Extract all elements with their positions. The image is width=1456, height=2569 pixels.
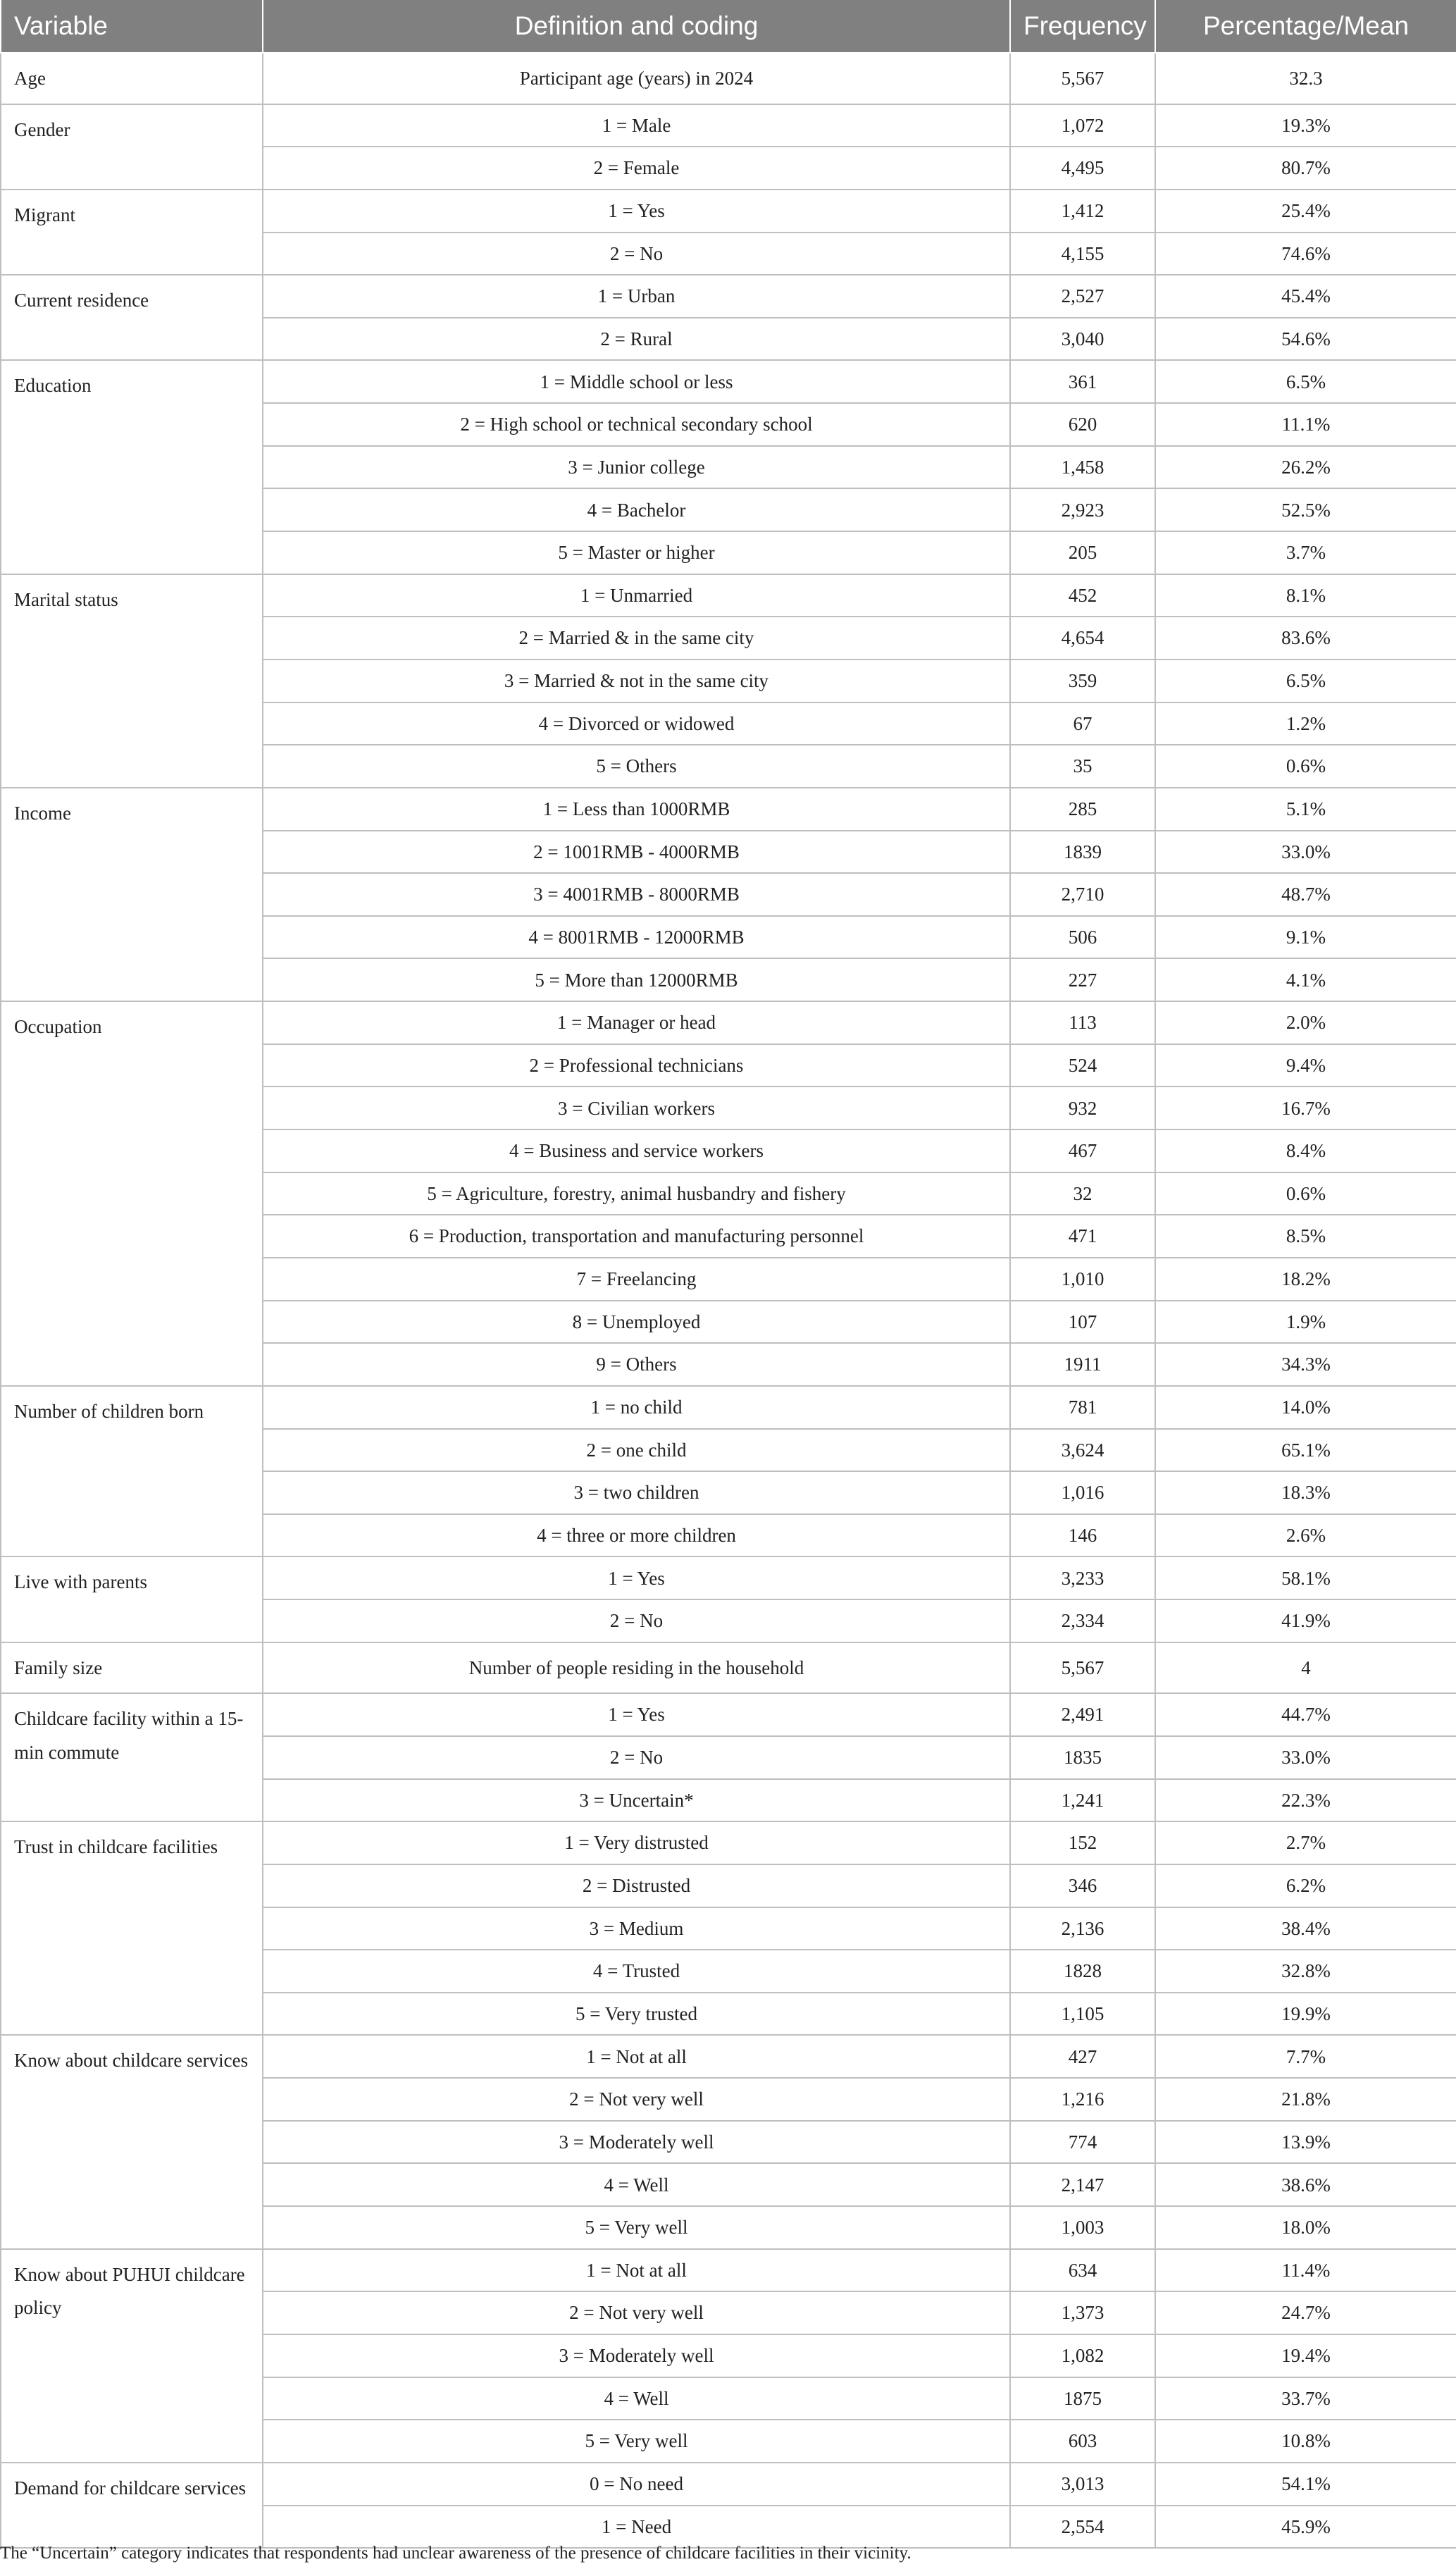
frequency-cell: 1828	[1010, 1950, 1155, 1993]
percentage-cell: 3.7%	[1155, 531, 1456, 574]
definition-cell: 3 = Junior college	[263, 446, 1010, 489]
percentage-cell: 11.4%	[1155, 2249, 1456, 2292]
percentage-cell: 9.1%	[1155, 916, 1456, 959]
definition-cell: 4 = Divorced or widowed	[263, 702, 1010, 745]
definition-cell: 4 = 8001RMB - 12000RMB	[263, 916, 1010, 959]
frequency-cell: 146	[1010, 1514, 1155, 1557]
percentage-cell: 5.1%	[1155, 788, 1456, 831]
table-row	[1, 574, 1456, 617]
definition-cell: 4 = Bachelor	[263, 488, 1010, 531]
percentage-cell: 34.3%	[1155, 1343, 1456, 1386]
frequency-cell: 1,105	[1010, 1993, 1155, 2036]
definition-cell: 2 = one child	[263, 1429, 1010, 1472]
frequency-cell: 1875	[1010, 2377, 1155, 2420]
percentage-cell: 21.8%	[1155, 2078, 1456, 2121]
frequency-cell: 3,624	[1010, 1429, 1155, 1472]
percentage-cell: 2.7%	[1155, 1821, 1456, 1864]
percentage-cell: 16.7%	[1155, 1087, 1456, 1129]
variable-cell: Migrant	[1, 190, 263, 275]
frequency-cell: 1,216	[1010, 2078, 1155, 2121]
definition-cell: 5 = Very well	[263, 2420, 1010, 2463]
definition-cell: 2 = High school or technical secondary school	[263, 403, 1010, 446]
definition-cell: 5 = Very trusted	[263, 1993, 1010, 2036]
definition-cell: 5 = Agriculture, forestry, animal husbandry and fishery	[263, 1172, 1010, 1215]
frequency-cell: 932	[1010, 1087, 1155, 1129]
frequency-cell: 2,554	[1010, 2506, 1155, 2549]
frequency-cell: 1911	[1010, 1343, 1155, 1386]
frequency-cell: 452	[1010, 574, 1155, 617]
frequency-cell: 506	[1010, 916, 1155, 959]
percentage-cell: 54.1%	[1155, 2463, 1456, 2506]
table-row	[1, 1386, 1456, 1429]
percentage-cell: 19.4%	[1155, 2334, 1456, 2377]
percentage-cell: 0.6%	[1155, 745, 1456, 788]
frequency-cell: 1,003	[1010, 2206, 1155, 2249]
percentage-cell: 74.6%	[1155, 233, 1456, 276]
definition-cell: 1 = Less than 1000RMB	[263, 788, 1010, 831]
definition-cell: 2 = Married & in the same city	[263, 617, 1010, 660]
frequency-cell: 1,373	[1010, 2291, 1155, 2334]
percentage-cell: 25.4%	[1155, 190, 1456, 233]
percentage-cell: 32.8%	[1155, 1950, 1456, 1993]
percentage-cell: 0.6%	[1155, 1172, 1456, 1215]
definition-cell: 1 = Unmarried	[263, 574, 1010, 617]
frequency-cell: 2,136	[1010, 1907, 1155, 1950]
definition-cell: 4 = Trusted	[263, 1950, 1010, 1993]
frequency-cell: 1,016	[1010, 1471, 1155, 1514]
table-row	[1, 104, 1456, 147]
header-frequency: Frequency	[1010, 0, 1155, 53]
frequency-cell: 346	[1010, 1864, 1155, 1907]
frequency-cell: 107	[1010, 1301, 1155, 1344]
table-footnote: The “Uncertain” category indicates that respondents had unclear awareness of the presence of childcare facilities in their vicinity.	[0, 2544, 911, 2563]
percentage-cell: 32.3	[1155, 53, 1456, 104]
header-percentage: Percentage/Mean	[1155, 0, 1456, 53]
percentage-cell: 41.9%	[1155, 1599, 1456, 1642]
table-row	[1, 2463, 1456, 2506]
definition-cell: 1 = Not at all	[263, 2035, 1010, 2078]
percentage-cell: 38.6%	[1155, 2163, 1456, 2206]
frequency-cell: 1,072	[1010, 104, 1155, 147]
frequency-cell: 1,241	[1010, 1779, 1155, 1822]
percentage-cell: 48.7%	[1155, 873, 1456, 916]
frequency-cell: 634	[1010, 2249, 1155, 2292]
definition-cell: 3 = two children	[263, 1471, 1010, 1514]
definition-cell: 4 = Well	[263, 2163, 1010, 2206]
frequency-cell: 524	[1010, 1044, 1155, 1087]
frequency-cell: 3,040	[1010, 318, 1155, 361]
frequency-cell: 4,654	[1010, 617, 1155, 660]
table-row	[1, 1001, 1456, 1044]
frequency-cell: 1,010	[1010, 1258, 1155, 1301]
percentage-cell: 54.6%	[1155, 318, 1456, 361]
table-row	[1, 190, 1456, 233]
header-definition: Definition and coding	[263, 0, 1010, 53]
frequency-cell: 35	[1010, 745, 1155, 788]
percentage-cell: 2.6%	[1155, 1514, 1456, 1557]
frequency-cell: 603	[1010, 2420, 1155, 2463]
percentage-cell: 7.7%	[1155, 2035, 1456, 2078]
table-row	[1, 360, 1456, 403]
percentage-cell: 8.1%	[1155, 574, 1456, 617]
definition-cell: 1 = Not at all	[263, 2249, 1010, 2292]
percentage-cell: 6.2%	[1155, 1864, 1456, 1907]
percentage-cell: 18.0%	[1155, 2206, 1456, 2249]
percentage-cell: 2.0%	[1155, 1001, 1456, 1044]
frequency-cell: 3,013	[1010, 2463, 1155, 2506]
variable-cell: Marital status	[1, 574, 263, 788]
header-row	[1, 0, 1456, 53]
percentage-cell: 1.9%	[1155, 1301, 1456, 1344]
definition-cell: 1 = Yes	[263, 190, 1010, 233]
table-row	[1, 2035, 1456, 2078]
definition-cell: 1 = Manager or head	[263, 1001, 1010, 1044]
definition-cell: 2 = Female	[263, 147, 1010, 190]
percentage-cell: 6.5%	[1155, 360, 1456, 403]
frequency-cell: 1,458	[1010, 446, 1155, 489]
frequency-cell: 5,567	[1010, 53, 1155, 104]
percentage-cell: 44.7%	[1155, 1693, 1456, 1736]
frequency-cell: 3,233	[1010, 1556, 1155, 1599]
definition-cell: 3 = Moderately well	[263, 2334, 1010, 2377]
frequency-cell: 774	[1010, 2121, 1155, 2164]
variable-cell: Number of children born	[1, 1386, 263, 1557]
frequency-cell: 205	[1010, 531, 1155, 574]
definition-cell: 1 = Yes	[263, 1556, 1010, 1599]
definition-cell: 7 = Freelancing	[263, 1258, 1010, 1301]
definition-cell: 2 = No	[263, 1736, 1010, 1779]
variable-cell: Know about PUHUI childcare policy	[1, 2249, 263, 2463]
variable-cell: Demand for childcare services	[1, 2463, 263, 2548]
percentage-cell: 33.0%	[1155, 831, 1456, 874]
definition-cell: 2 = Distrusted	[263, 1864, 1010, 1907]
definition-cell: 1 = Yes	[263, 1693, 1010, 1736]
variable-cell: Family size	[1, 1642, 263, 1694]
percentage-cell: 19.3%	[1155, 104, 1456, 147]
frequency-cell: 781	[1010, 1386, 1155, 1429]
percentage-cell: 45.4%	[1155, 275, 1456, 318]
frequency-cell: 2,491	[1010, 1693, 1155, 1736]
definition-cell: 1 = Male	[263, 104, 1010, 147]
percentage-cell: 26.2%	[1155, 446, 1456, 489]
percentage-cell: 9.4%	[1155, 1044, 1456, 1087]
frequency-cell: 620	[1010, 403, 1155, 446]
percentage-cell: 19.9%	[1155, 1993, 1456, 2036]
table-row	[1, 1556, 1456, 1599]
variable-cell: Age	[1, 53, 263, 104]
percentage-cell: 10.8%	[1155, 2420, 1456, 2463]
frequency-cell: 4,495	[1010, 147, 1155, 190]
definition-cell: 1 = Urban	[263, 275, 1010, 318]
percentage-cell: 14.0%	[1155, 1386, 1456, 1429]
variable-cell: Income	[1, 788, 263, 1001]
variable-cell: Education	[1, 360, 263, 574]
variable-cell: Childcare facility within a 15-min commute	[1, 1693, 263, 1821]
definition-cell: 2 = No	[263, 233, 1010, 276]
frequency-cell: 1839	[1010, 831, 1155, 874]
frequency-cell: 113	[1010, 1001, 1155, 1044]
definition-cell: 4 = Business and service workers	[263, 1129, 1010, 1172]
variable-cell: Occupation	[1, 1001, 263, 1386]
table-row	[1, 1642, 1456, 1694]
definition-cell: 2 = Not very well	[263, 2078, 1010, 2121]
definition-cell: 2 = Professional technicians	[263, 1044, 1010, 1087]
variable-cell: Gender	[1, 104, 263, 190]
percentage-cell: 80.7%	[1155, 147, 1456, 190]
frequency-cell: 471	[1010, 1215, 1155, 1258]
definition-cell: 2 = 1001RMB - 4000RMB	[263, 831, 1010, 874]
frequency-cell: 5,567	[1010, 1642, 1155, 1694]
percentage-cell: 65.1%	[1155, 1429, 1456, 1472]
percentage-cell: 11.1%	[1155, 403, 1456, 446]
frequency-cell: 2,923	[1010, 488, 1155, 531]
definition-cell: 0 = No need	[263, 2463, 1010, 2506]
variable-cell: Know about childcare services	[1, 2035, 263, 2248]
percentage-cell: 13.9%	[1155, 2121, 1456, 2164]
definition-cell: 1 = no child	[263, 1386, 1010, 1429]
table-header	[1, 0, 1456, 53]
definition-cell: 2 = No	[263, 1599, 1010, 1642]
percentage-cell: 33.0%	[1155, 1736, 1456, 1779]
definition-cell: 5 = Others	[263, 745, 1010, 788]
percentage-cell: 52.5%	[1155, 488, 1456, 531]
table-row	[1, 275, 1456, 318]
table-row	[1, 53, 1456, 104]
definition-cell: 2 = Rural	[263, 318, 1010, 361]
frequency-cell: 4,155	[1010, 233, 1155, 276]
definition-cell: 1 = Very distrusted	[263, 1821, 1010, 1864]
definition-cell: 1 = Need	[263, 2506, 1010, 2549]
definition-cell: 5 = Very well	[263, 2206, 1010, 2249]
definition-cell: 3 = Civilian workers	[263, 1087, 1010, 1129]
frequency-cell: 67	[1010, 702, 1155, 745]
definition-cell: 8 = Unemployed	[263, 1301, 1010, 1344]
frequency-cell: 427	[1010, 2035, 1155, 2078]
frequency-cell: 32	[1010, 1172, 1155, 1215]
frequency-cell: 152	[1010, 1821, 1155, 1864]
definition-cell: 3 = Medium	[263, 1907, 1010, 1950]
percentage-cell: 24.7%	[1155, 2291, 1456, 2334]
frequency-cell: 285	[1010, 788, 1155, 831]
percentage-cell: 6.5%	[1155, 660, 1456, 702]
percentage-cell: 18.2%	[1155, 1258, 1456, 1301]
frequency-cell: 2,147	[1010, 2163, 1155, 2206]
definition-cell: 3 = Married & not in the same city	[263, 660, 1010, 702]
frequency-cell: 1,082	[1010, 2334, 1155, 2377]
frequency-cell: 2,334	[1010, 1599, 1155, 1642]
frequency-cell: 359	[1010, 660, 1155, 702]
definition-cell: 6 = Production, transportation and manufacturing personnel	[263, 1215, 1010, 1258]
definition-cell: 3 = Uncertain*	[263, 1779, 1010, 1822]
table-body	[1, 53, 1456, 2548]
frequency-cell: 1835	[1010, 1736, 1155, 1779]
definition-cell: 1 = Middle school or less	[263, 360, 1010, 403]
percentage-cell: 38.4%	[1155, 1907, 1456, 1950]
definition-cell: 9 = Others	[263, 1343, 1010, 1386]
frequency-cell: 2,527	[1010, 275, 1155, 318]
definition-cell: Participant age (years) in 2024	[263, 53, 1010, 104]
definition-cell: Number of people residing in the household	[263, 1642, 1010, 1694]
definition-cell: 4 = three or more children	[263, 1514, 1010, 1557]
percentage-cell: 22.3%	[1155, 1779, 1456, 1822]
definition-cell: 5 = Master or higher	[263, 531, 1010, 574]
frequency-cell: 361	[1010, 360, 1155, 403]
table-row	[1, 788, 1456, 831]
table-row	[1, 2249, 1456, 2292]
definition-cell: 2 = Not very well	[263, 2291, 1010, 2334]
definition-cell: 3 = Moderately well	[263, 2121, 1010, 2164]
frequency-cell: 467	[1010, 1129, 1155, 1172]
definition-cell: 3 = 4001RMB - 8000RMB	[263, 873, 1010, 916]
variable-cell: Live with parents	[1, 1556, 263, 1642]
header-variable: Variable	[1, 0, 263, 53]
table-row	[1, 1821, 1456, 1864]
frequency-cell: 2,710	[1010, 873, 1155, 916]
percentage-cell: 8.4%	[1155, 1129, 1456, 1172]
variable-cell: Current residence	[1, 275, 263, 360]
percentage-cell: 1.2%	[1155, 702, 1456, 745]
table-row	[1, 1693, 1456, 1736]
percentage-cell: 4	[1155, 1642, 1456, 1694]
percentage-cell: 18.3%	[1155, 1471, 1456, 1514]
percentage-cell: 45.9%	[1155, 2506, 1456, 2549]
frequency-cell: 227	[1010, 958, 1155, 1001]
definition-cell: 5 = More than 12000RMB	[263, 958, 1010, 1001]
percentage-cell: 58.1%	[1155, 1556, 1456, 1599]
variable-cell: Trust in childcare facilities	[1, 1821, 263, 2035]
percentage-cell: 8.5%	[1155, 1215, 1456, 1258]
percentage-cell: 4.1%	[1155, 958, 1456, 1001]
percentage-cell: 83.6%	[1155, 617, 1456, 660]
percentage-cell: 33.7%	[1155, 2377, 1456, 2420]
definition-cell: 4 = Well	[263, 2377, 1010, 2420]
frequency-cell: 1,412	[1010, 190, 1155, 233]
